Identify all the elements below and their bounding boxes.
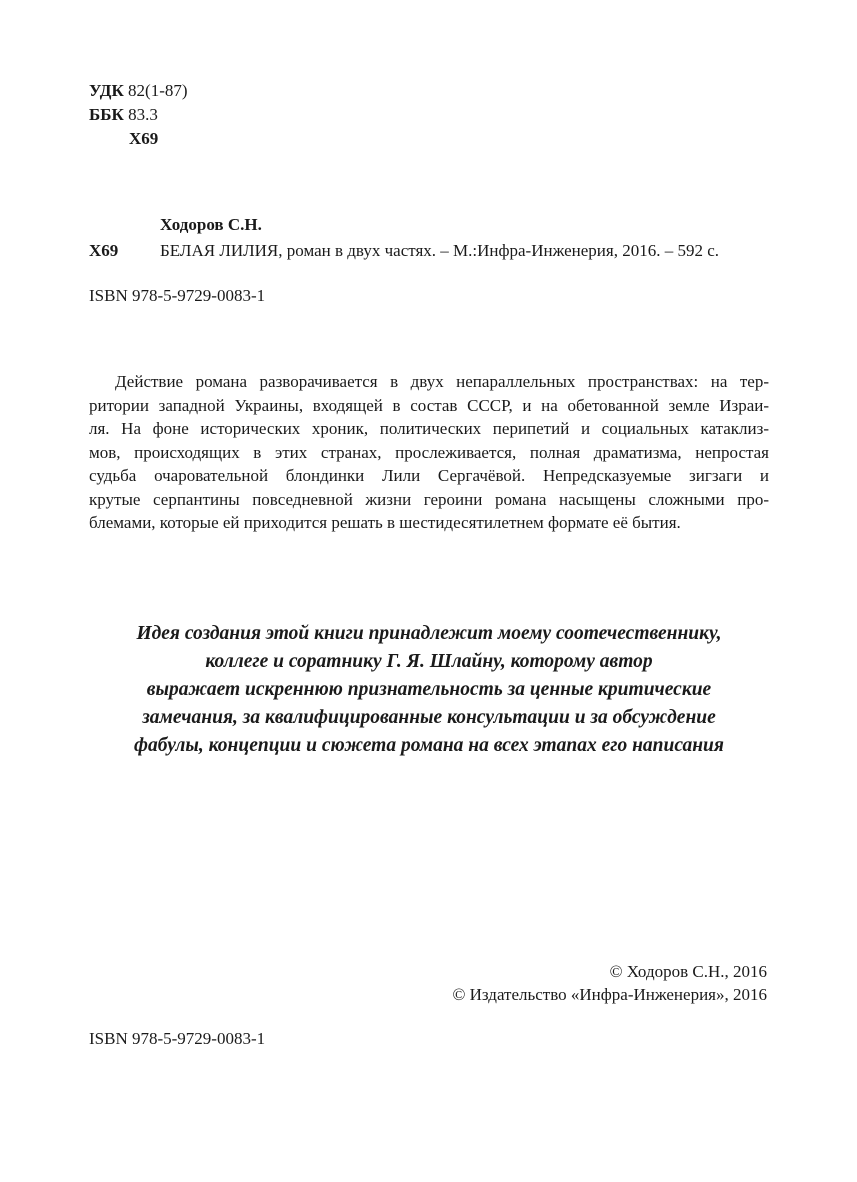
dedication-line: фабулы, концепции и сюжета романа на всех этапах его написания	[134, 735, 724, 756]
entry-description: БЕЛАЯ ЛИЛИЯ, роман в двух частях. – М.:Инфра-Инженерия, 2016. – 592 с.	[160, 241, 719, 260]
annotation-paragraph	[89, 370, 769, 535]
annotation-line: мов, происходящих в этих странах, прослеживается, полная драматизма, непростая	[89, 442, 769, 462]
dedication-line: Идея создания этой книги принадлежит моему соотечественнику,	[136, 623, 722, 644]
isbn-top: ISBN 978-5-9729-0083-1	[89, 286, 266, 305]
annotation-line: крутые серпантины повседневной жизни героини романа насыщены сложными про-	[89, 489, 769, 509]
udk-line	[89, 80, 188, 101]
dedication-line: выражает искреннюю признательность за ценные критические	[146, 679, 712, 700]
annotation-line: ритории западной Украины, входящей в состав СССР, и на обетованной земле Израи-	[89, 395, 769, 415]
author-sign-code: Х69	[129, 129, 159, 148]
copyright-author: © Ходоров С.Н., 2016	[609, 962, 767, 981]
annotation-line: ля. На фоне исторических хроник, политических перипетий и социальных катаклиз-	[89, 419, 769, 438]
entry-code: Х69	[89, 241, 119, 260]
dedication-line: коллеге и соратнику Г. Я. Шлайну, которому автор	[205, 651, 653, 672]
bbk-label: ББК	[89, 105, 124, 124]
entry-author: Ходоров С.Н.	[160, 215, 262, 234]
udk-label: УДК	[89, 81, 124, 100]
dedication-block	[89, 620, 769, 760]
dedication-line: замечания, за квалифицированные консультации и за обсуждение	[142, 707, 716, 728]
udk-value: 82(1-87)	[128, 81, 188, 100]
isbn-bottom: ISBN 978-5-9729-0083-1	[89, 1029, 266, 1048]
copyright-block	[452, 960, 767, 1006]
annotation-line: судьба очаровательной блондинки Лили Сергачёвой. Непредсказуемые зигзаги и	[89, 466, 769, 485]
annotation-line: блемами, которые ей приходится решать в шестидесятилетнем формате её бытия.	[89, 513, 681, 532]
annotation-line: Действие романа разворачивается в двух непараллельных пространствах: на тер-	[115, 372, 769, 391]
bbk-line	[89, 104, 158, 125]
bbk-value: 83.3	[128, 105, 158, 124]
copyright-publisher: © Издательство «Инфра-Инженерия», 2016	[452, 985, 767, 1004]
